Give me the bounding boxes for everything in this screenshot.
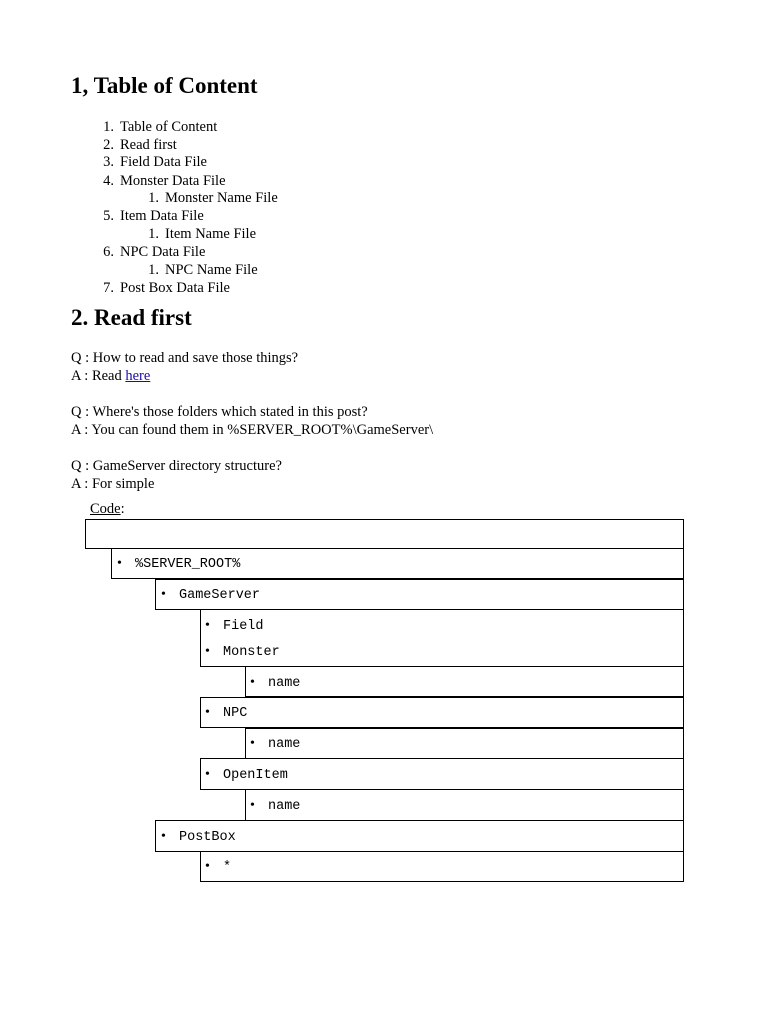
code-label-text: Code: [90, 501, 121, 517]
bullet-icon: •: [205, 767, 210, 782]
toc-heading: 1, Table of Content: [71, 73, 258, 98]
tree-item: [205, 767, 288, 784]
tree-item: [205, 618, 264, 635]
tree-item-label: OpenItem: [223, 768, 288, 783]
question-1: Q : How to read and save those things?: [71, 350, 299, 366]
toc-item-label: Monster Name File: [165, 190, 278, 206]
read-first-heading: 2. Read first: [71, 305, 192, 330]
toc-item[interactable]: [96, 207, 204, 225]
toc-subitem[interactable]: [141, 261, 258, 279]
toc-item-number: 1.: [148, 262, 159, 278]
tree-item: [161, 587, 260, 604]
toc-item-number: 6.: [103, 244, 114, 260]
toc-subitem[interactable]: [141, 189, 278, 207]
answer-1-prefix: A : Read: [71, 368, 126, 384]
toc-item[interactable]: [96, 172, 226, 190]
tree-item: [250, 736, 300, 753]
code-box-level-3: [200, 697, 684, 728]
tree-item: [117, 556, 240, 573]
toc-item-number: 1.: [103, 119, 114, 135]
toc-subitem[interactable]: [141, 225, 256, 243]
tree-item-label: Field: [223, 619, 264, 634]
code-box-level-3: [200, 851, 684, 882]
toc-item[interactable]: [96, 118, 217, 136]
toc-item-label: Post Box Data File: [120, 280, 230, 296]
tree-item-label: %SERVER_ROOT%: [135, 557, 241, 572]
code-label: [90, 500, 125, 518]
bullet-icon: •: [205, 859, 210, 874]
code-box-outer: [85, 519, 684, 549]
bullet-icon: •: [205, 618, 210, 633]
tree-item-label: PostBox: [179, 830, 236, 845]
bullet-icon: •: [250, 675, 255, 690]
tree-item: [161, 829, 236, 846]
toc-item[interactable]: [96, 243, 205, 261]
toc-item-label: Monster Data File: [120, 173, 226, 189]
question-3: Q : GameServer directory structure?: [71, 458, 282, 474]
bullet-icon: •: [161, 587, 166, 602]
bullet-icon: •: [161, 829, 166, 844]
tree-item-label: *: [223, 860, 232, 875]
tree-item-label: name: [268, 799, 301, 814]
toc-item-number: 1.: [148, 190, 159, 206]
toc-item-number: 4.: [103, 173, 114, 189]
tree-item-label: name: [268, 737, 301, 752]
toc-item-label: NPC Data File: [120, 244, 206, 260]
bullet-icon: •: [250, 736, 255, 751]
code-box-level-4: [245, 789, 684, 821]
tree-item-label: GameServer: [179, 588, 261, 603]
toc-item-label: Item Name File: [165, 226, 257, 242]
tree-item: [250, 675, 300, 692]
tree-item: [205, 644, 280, 661]
tree-item: [250, 798, 300, 815]
toc-item[interactable]: [96, 153, 207, 171]
toc-item-number: 5.: [103, 208, 114, 224]
toc-item[interactable]: [96, 279, 230, 297]
tree-item: [205, 705, 247, 722]
toc-item[interactable]: [96, 136, 177, 154]
answer-1: [71, 367, 150, 385]
toc-item-number: 7.: [103, 280, 114, 296]
bullet-icon: •: [205, 705, 210, 720]
toc-item-number: 1.: [148, 226, 159, 242]
toc-item-number: 3.: [103, 154, 114, 170]
toc-item-label: Field Data File: [120, 154, 207, 170]
code-label-colon: :: [120, 501, 125, 517]
answer-3: A : For simple: [71, 476, 155, 492]
toc-item-number: 2.: [103, 137, 114, 153]
code-box-level-4: [245, 666, 684, 697]
bullet-icon: •: [117, 556, 122, 571]
answer-2: A : You can found them in %SERVER_ROOT%\GameServer\: [71, 422, 434, 438]
question-2: Q : Where's those folders which stated in this post?: [71, 404, 368, 420]
toc-item-label: Read first: [120, 137, 177, 153]
bullet-icon: •: [205, 644, 210, 659]
toc-item-label: NPC Name File: [165, 262, 258, 278]
bullet-icon: •: [250, 798, 255, 813]
toc-item-label: Item Data File: [120, 208, 204, 224]
tree-item-label: Monster: [223, 645, 280, 660]
tree-item-label: NPC: [223, 706, 248, 721]
toc-item-label: Table of Content: [120, 119, 218, 135]
here-link[interactable]: here: [125, 368, 151, 384]
code-box-level-4: [245, 728, 684, 759]
tree-item-label: name: [268, 676, 301, 691]
tree-item: [205, 859, 231, 876]
